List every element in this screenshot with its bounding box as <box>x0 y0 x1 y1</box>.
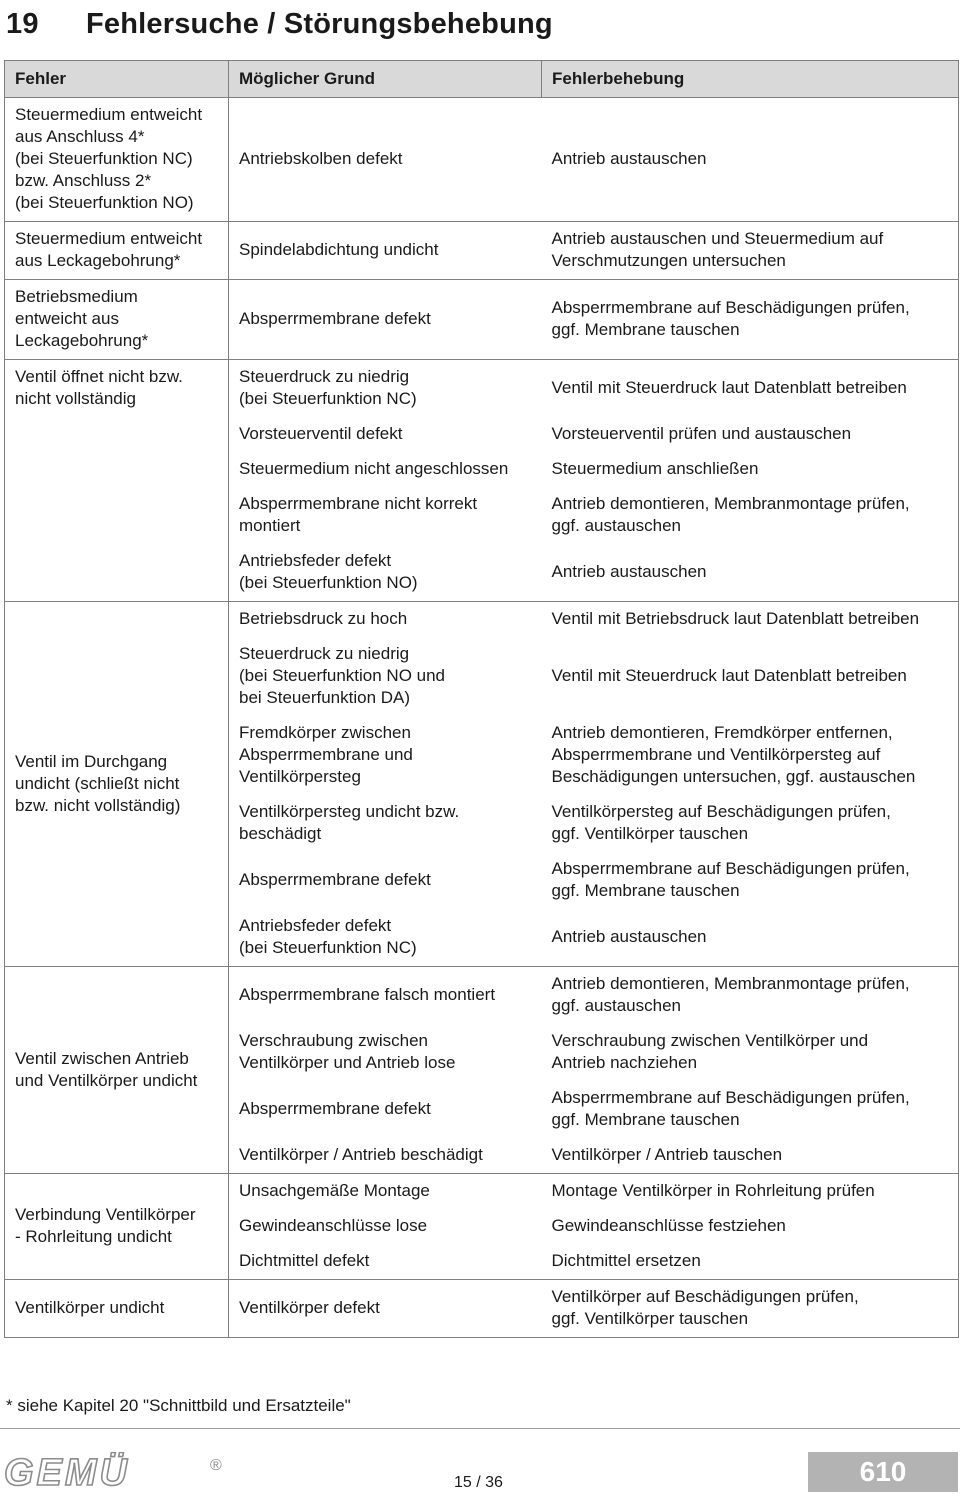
cell-grund: Ventilkörper defekt <box>229 1280 542 1338</box>
cell-behebung: Absperrmembrane auf Beschädigungen prüfen, ggf. Membrane tauschen <box>542 1081 959 1138</box>
cell-grund: Steuerdruck zu niedrig (bei Steuerfunktion NC) <box>239 367 417 408</box>
cell-grund: Antriebsfeder defekt (bei Steuerfunktion NO) <box>229 544 542 602</box>
cell-grund: Spindelabdichtung undicht <box>229 222 542 280</box>
cell-behebung: Dichtmittel ersetzen <box>542 1244 959 1280</box>
cell-behebung: Absperrmembrane auf Beschädigungen prüfen, ggf. Membrane tauschen <box>542 852 959 909</box>
footnote: * siehe Kapitel 20 "Schnittbild und Ersatzteile" <box>6 1396 351 1415</box>
column-header-grund: Möglicher Grund <box>229 61 542 98</box>
cell-fehler: Steuermedium entweicht aus Leckagebohrung* <box>5 222 229 280</box>
cell-grund: Ventilkörper / Antrieb beschädigt <box>229 1138 542 1174</box>
cell-grund: Steuerdruck zu niedrig (bei Steuerfunktion NO und bei Steuerfunktion DA) <box>239 644 446 707</box>
cell-grund: Verschraubung zwischen Ventilkörper und Antrieb lose <box>239 1031 456 1072</box>
cell-grund: Ventilkörpersteg undicht bzw. beschädigt <box>239 802 460 843</box>
column-header-fehler: Fehler <box>5 61 229 98</box>
cell-behebung: Ventilkörper auf Beschädigungen prüfen, ggf. Ventilkörper tauschen <box>542 1280 959 1338</box>
cell-behebung: Antrieb austauschen <box>542 909 959 967</box>
cell-behebung: Ventilkörpersteg auf Beschädigungen prüfen, ggf. Ventilkörper tauschen <box>542 795 959 852</box>
cell-grund: Absperrmembrane defekt <box>229 280 542 360</box>
cell-fehler: Ventil öffnet nicht bzw. nicht vollständig <box>5 360 229 602</box>
table-row <box>5 360 959 418</box>
cell-fehler: Ventilkörper undicht <box>5 1280 229 1338</box>
cell-grund: Unsachgemäße Montage <box>239 1181 430 1200</box>
cell-grund: Absperrmembrane defekt <box>239 1099 431 1118</box>
svg-text:®: ® <box>210 1457 222 1474</box>
table-row <box>5 1280 959 1338</box>
cell-fehler: Steuermedium entweicht aus Anschluss 4* (bei Steuerfunktion NC) bzw. Anschluss 2* (bei Steuerfunktion NO) <box>5 98 229 222</box>
cell-behebung: Antrieb austauschen <box>542 544 959 602</box>
cell-behebung: Vorsteuerventil prüfen und austauschen <box>542 417 959 452</box>
cell-fehler: Ventil im Durchgang undicht (schließt nicht bzw. nicht vollständig) <box>5 602 229 967</box>
table-row <box>5 602 959 638</box>
cell-fehler: Betriebsmedium entweicht aus Leckagebohrung* <box>5 280 229 360</box>
troubleshooting-table <box>4 60 959 1338</box>
cell-behebung: Antrieb demontieren, Membranmontage prüfen, ggf. austauschen <box>542 967 959 1025</box>
cell-fehler: Verbindung Ventilkörper - Rohrleitung undicht <box>5 1174 229 1280</box>
cell-grund: Steuermedium nicht angeschlossen <box>239 459 509 478</box>
cell-fehler: Ventil zwischen Antrieb und Ventilkörper undicht <box>5 967 229 1174</box>
cell-behebung: Ventil mit Steuerdruck laut Datenblatt betreiben <box>542 637 959 716</box>
cell-behebung: Steuermedium anschließen <box>542 452 959 487</box>
section-number: 19 <box>6 8 39 40</box>
cell-behebung: Antrieb demontieren, Membranmontage prüfen, ggf. austauschen <box>542 487 959 544</box>
table-row <box>5 280 959 360</box>
cell-behebung: Antrieb austauschen <box>542 98 959 222</box>
cell-behebung: Ventil mit Betriebsdruck laut Datenblatt betreiben <box>542 602 959 638</box>
gemu-logo <box>4 1452 234 1492</box>
cell-grund: Antriebsfeder defekt (bei Steuerfunktion NC) <box>229 909 542 967</box>
column-header-behebung: Fehlerbehebung <box>542 61 959 98</box>
cell-behebung: Montage Ventilkörper in Rohrleitung prüfen <box>542 1174 959 1210</box>
cell-grund: Absperrmembrane nicht korrekt montiert <box>239 494 478 535</box>
cell-behebung: Antrieb austauschen und Steuermedium auf Verschmutzungen untersuchen <box>542 222 959 280</box>
cell-grund: Betriebsdruck zu hoch <box>239 609 408 628</box>
cell-grund: Gewindeanschlüsse lose <box>239 1216 428 1235</box>
table-row <box>5 98 959 222</box>
section-title: Fehlersuche / Störungsbehebung <box>86 8 553 40</box>
cell-grund: Dichtmittel defekt <box>229 1244 542 1280</box>
cell-behebung: Absperrmembrane auf Beschädigungen prüfen, ggf. Membrane tauschen <box>542 280 959 360</box>
cell-behebung: Ventil mit Steuerdruck laut Datenblatt betreiben <box>542 360 959 418</box>
cell-behebung: Ventilkörper / Antrieb tauschen <box>542 1138 959 1174</box>
document-number-badge: 610 <box>808 1452 958 1492</box>
cell-behebung: Antrieb demontieren, Fremdkörper entfernen, Absperrmembrane und Ventilkörpersteg auf Beschädigungen untersuchen, ggf. austauschen <box>542 716 959 795</box>
page-number: 15 / 36 <box>454 1474 503 1491</box>
cell-grund: Absperrmembrane defekt <box>239 870 431 889</box>
svg-text:GEMÜ: GEMÜ <box>4 1452 130 1492</box>
cell-behebung: Verschraubung zwischen Ventilkörper und Antrieb nachziehen <box>542 1024 959 1081</box>
cell-behebung: Gewindeanschlüsse festziehen <box>542 1209 959 1244</box>
table-row <box>5 967 959 1025</box>
cell-grund: Vorsteuerventil defekt <box>239 424 403 443</box>
table-header-row <box>5 61 959 98</box>
table-row <box>5 1174 959 1210</box>
cell-grund: Absperrmembrane falsch montiert <box>239 985 496 1004</box>
table-row <box>5 222 959 280</box>
cell-grund: Antriebskolben defekt <box>229 98 542 222</box>
cell-grund: Fremdkörper zwischen Absperrmembrane und Ventilkörpersteg <box>239 723 413 786</box>
footer-divider <box>0 1428 960 1429</box>
